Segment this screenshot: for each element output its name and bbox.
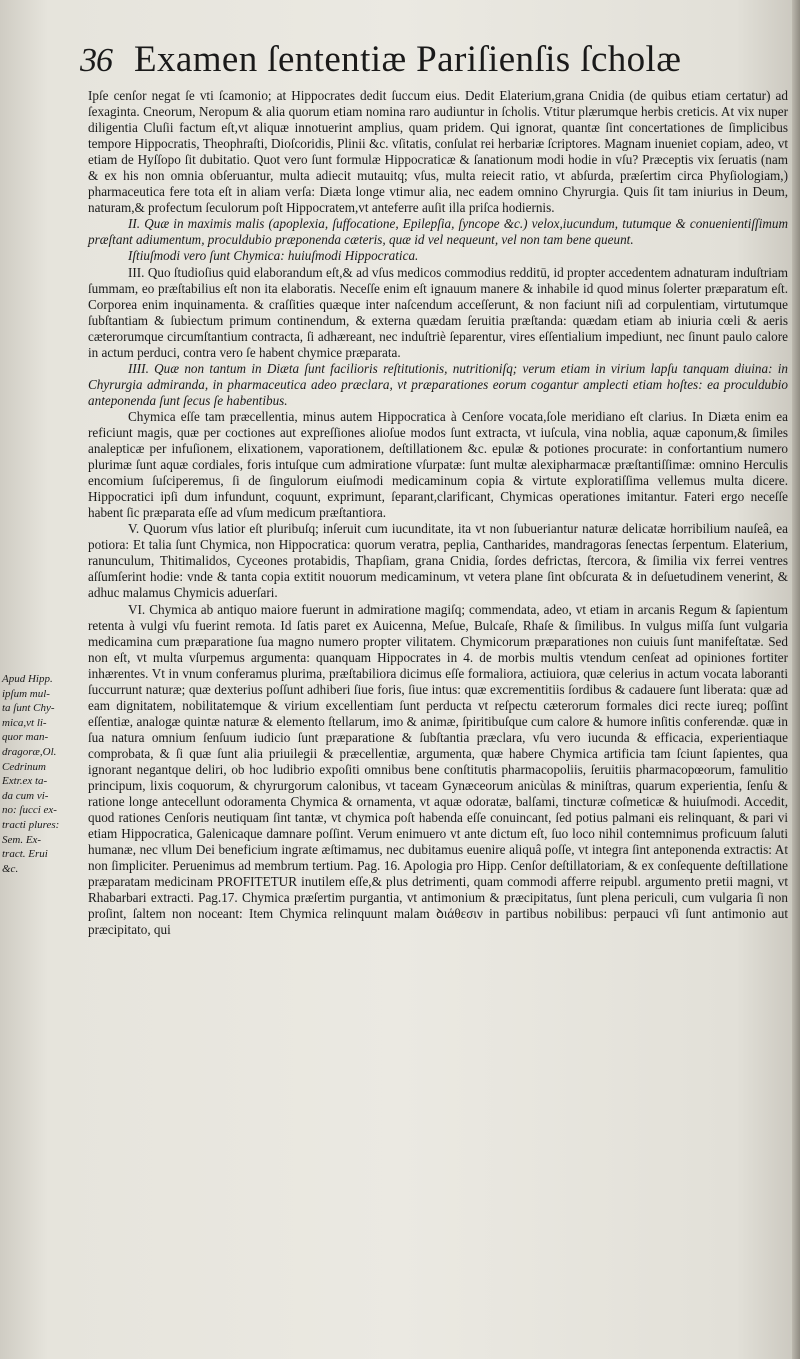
paragraph-thesis-4-argument: Chymica eſſe tam præcellentia, minus autem Hippocratica à Cenſore vocata,ſole meridiano eſt clarius. In Diæta enim ea reficiunt magis, quæ per coctiones aut expreſſiones alioſue modos ſunt extracta, vt iuſcula, vina noblia, aquæ caponum,& ſimiles analepticæ per infuſionem, elixationem, vaporationem, deſtillationem &c. epulæ & potiones procurate: in confortantium numero plurimæ ſunt aquæ cordiales, foris intuſque cum admiratione vſurpatæ: ſunt multæ alexipharmacæ præſtantiſſimæ: omnino Herculis encomium ſuſciperemus, ſi de ſingulorum eiuſmodi medicaminum copia & virtute exploratiſſima vellemus multa dicere. Hippocratici ipſi dum infundunt, coquunt, exprimunt, ſeparant,clarificant, Chymicas operationes imitantur. Fateri ergo neceſſe habent ſic præparata eſſe ad vſum medicum præſtantiora.: [88, 408, 788, 521]
paragraph-thesis-3: III. Quo ſtudioſius quid elaborandum eſt,& ad vſus medicos commodius redditū, id propter accedentem adnaturam induſtriam ſummam, eo præſtabilius eſt non ita elaboratis. Neceſſe enim eſt ignauum manere & inhabile id quod minus ſolerter præparatum eſt. Corporea enim inquinamenta. & craſſities quæque inter naſcendum acceſſerunt, & non faciunt niſi ad corpulentiam, virtutumque ſubſtantiam & ſubiectum primum continendum, & externa quædam ſeruitia præſtanda: quædam etiam ab iniuria cœli & aeris cæterorumque circumſtantium contracta, ſi adhæreant, nec induſtriè ſeparentur, vires eſſentialium impediunt, nec ſinunt paulo calore in actum perduci, contra vero ſe habent chymice præparata.: [88, 264, 788, 360]
margin-note-line: dragoræ,Ol.: [2, 745, 57, 758]
paragraph-thesis-4: IIII. Quæ non tantum in Diæta ſunt facilioris reſtitutionis, nutritioniſq; verum etiam in virium lapſu tanquam diuina: in Chyrurgia admiranda, in pharmaceutica adeo præclara, vt præparationes eorum cogantur amplecti etiam hoſtes: ea proculdubio anteponenda ſunt ſecus ſe habentibus.: [88, 360, 788, 408]
book-spine-shadow: [792, 0, 800, 1359]
margin-note-line: Apud Hipp.: [2, 673, 53, 685]
margin-note-line: tract. Erui: [2, 848, 48, 861]
margin-note-line: ipſum mul-: [2, 687, 50, 700]
running-head: Examen ſententiæ Pariſienſis ſcholæ: [134, 39, 682, 80]
margin-note-line: ta ſunt Chy-: [2, 702, 55, 715]
margin-note-line: no: ſucci ex-: [2, 804, 57, 817]
page-header: [80, 38, 780, 88]
paragraph-thesis-6: VI. Chymica ab antiquo maiore fuerunt in admiratione magiſq; commendata, adeo, vt etiam in arcanis Regum & ſapientum retenta à vulgi vſu fuerint remota. Id ſatis paret ex Auicenna, Meſue, Bulcaſe, Rhaſe & ſimilibus. In vulgus miſſa ſunt vulgaria medicamina cum præparatione ſua magno numero propter vilitatem. Chymicorum præparationes non cuiuis ſunt manifeſtatæ. Sed non eſt, vt multa vſurpemus argumenta: quanquam Hippocrates in 4. de morbis multis vtendum cenſeat ad opiniones fortiter inhærentes. Vt in vnum conferamus plurima, præſtabiliora dicimus eſſe formaliora, actiuiora, quæ celerius in actum vocata laboranti ſuccurrunt naturæ; quæ dexterius poſſunt adhiberi ſiue foris, ſiue intus: quæ excrementitiis ſordibus & cadauere ſunt liberata: quæ ad eam dignitatem, nobilitatemque & virium excellentiam ſunt perducta vt reſpectu cæterorum formales dici recte iureq; poſſint eſſentiæ, analogæ quintæ naturæ & elemento ſtellarum, imo & animæ, ſpiritibuſque cum calore & humore inſitis conferendæ. quæ in ſua natura omnium ſenſuum iudicio ſunt præparatione & ſubſtantia præclara, vſu vero iucunda & efficacia, experientiaque comprobata, & ſi quæ ſunt alia priuilegii & præcellentiæ, argumenta, quæ habere Chymica artificia tam ſciunt ſapientes, qua ignorant negantque deliri, ob hoc ludibrio expoſiti omnibus bene conſtitutis pharmacopoliis, ſeruitiis pharmacopœorum, famulitio principum, lixis coquorum, & chyrurgorum calonibus, vt taceam Gynæceorum anicùlas & miniſtras, quarum experientia, ſenſu & ratione longe antecellunt odoramenta Chymica & ornamenta, vt aquæ odoratæ, balſami, tincturæ coſmeticæ & huiuſmodi. Accedit, quod rationes Cenſoris neutiquam ſint tantæ, vt chymica poſt habenda eſſe conuincant, ſed potius palmani eis relinquant, & pari vi etiam Hippocratica, Galenicaque damnare poſſint. Verum enimuero vt ante dictum eſt, ſuo loco nihil contemnimus proficuum ſaluti humanæ, nec vllum Dei beneficium ingrate æſtimamus, nec dubitamus euenire aliquâ poſſe, vt integra ſint anteponenda extractis: At non ſimpliciter. Peruenimus ad membrum tertium. Pag. 16. Apologia pro Hipp. Cenſor deſtillatoriam, & ex conſequente deſtillatione præparatam medicinam PROFITETUR inutilem eſſe,& plus detrimenti, quam commodi afferre reipubl. argumento pretii magni, vt Rhabarbari extracti. Pag.17. Chymica præſertim purgantia, vt antimonium & præcipitatus, ſunt plena periculi, cum vulgaria ſi non proſint, ſaltem non noceant: Item Chymica relinquunt malam ꝺιάθεσιν in partibus nobilibus: perpauci vſi ſunt antimonio aut præcipitato, qui: [88, 601, 788, 938]
paragraph-thesis-5: V. Quorum vſus latior eſt pluribuſq; inſeruit cum iucunditate, ita vt non ſubueriantur naturæ delicatæ horribilium nauſeâ, ea potiora: Et talia ſunt Chymica, non Hippocratica: quorum veratra, peplia, Cantharides, mandragoras ſenectas ſerpentum. Elaterium, ranunculum, Thitimalidos, Cyceones protabidis, Thapſiam, grana Cnidia, ſordes defrictas, ſtercora, & ſimilia vix ferrei ventres aſſumſerint hodie: vnde & tanta copia extitit nouorum medicaminum, vt vetera plane ſint obſcurata & in deſuetudinem venerint, & adhuc malamus Chymicis aduerſari.: [88, 521, 788, 601]
margin-note-line: Cedrinum: [2, 760, 46, 773]
margin-note-line: &c.: [2, 862, 19, 875]
margin-note-line: Sem. Ex-: [2, 833, 42, 846]
margin-note-line: da cum vi-: [2, 789, 49, 802]
margin-note-line: Extr.ex ta-: [2, 775, 48, 788]
paragraph-opening: Ipſe cenſor negat ſe vti ſcamonio; at Hippocrates dedit ſuccum eius. Dedit Elaterium,grana Cnidia (de quibus etiam certatur) ad ſexaginta. Cneorum, Neropum & alia quorum etiam nomina raro audiuntur in ſcholis. Vtitur plærumque herbis creticis. At vix nuper diligentia Cluſii factum eſt,vt aliquæ innotuerint amplius, quam pridem. Qui ignorat, quantæ ſint concertationes de ſimplicibus tempore Hippocratis, Theophraſti, Dioſcoridis, Plinii &c. vſitatis, conſulat rei herbariæ ſcriptores. Magnam inueniet copiam, adeo, vt etiam de Hyſſopo ſit dubitatio. Quot vero ſunt formulæ Hippocraticæ & ſanationum modi hodie in vſu? Præceptis vix ſeruatis (nam & ex his non omnia obſeruantur, multa adiecit mutauitq; vſus, multa reiecit ratio, vt abſurda, præſertim circa Phyſiologiam,) pharmaceutica fere tota eſt in aliam verſa: Diæta longe vtimur alia, nec eadem omnino Chyrurgia. Quis ſit tam iniurius in Deum, naturam,& profectum ſeculorum poſt Hippocratem,vt anteferre auſit illa priſca hodiernis.: [88, 88, 788, 216]
margin-note-line: tracti plures:: [2, 818, 60, 831]
margin-note: [2, 672, 78, 876]
paragraph-thesis-2-conclusion: Iſtiuſmodi vero ſunt Chymica: huiuſmodi Hippocratica.: [128, 248, 419, 264]
body-text: [88, 88, 788, 938]
margin-note-line: quor man-: [2, 731, 49, 744]
page-number: 36: [80, 42, 112, 79]
margin-note-line: mica,vt li-: [2, 716, 47, 729]
paragraph-thesis-2: II. Quæ in maximis malis (apoplexia, ſuffocatione, Epilepſia, ſyncope &c.) velox,iucundum, tutumque & conuenientiſſimum præſtant adiumentum, proculdubio præponenda cæteris, quæ id vel nequeunt, vel non tam bene queunt.: [88, 216, 788, 248]
